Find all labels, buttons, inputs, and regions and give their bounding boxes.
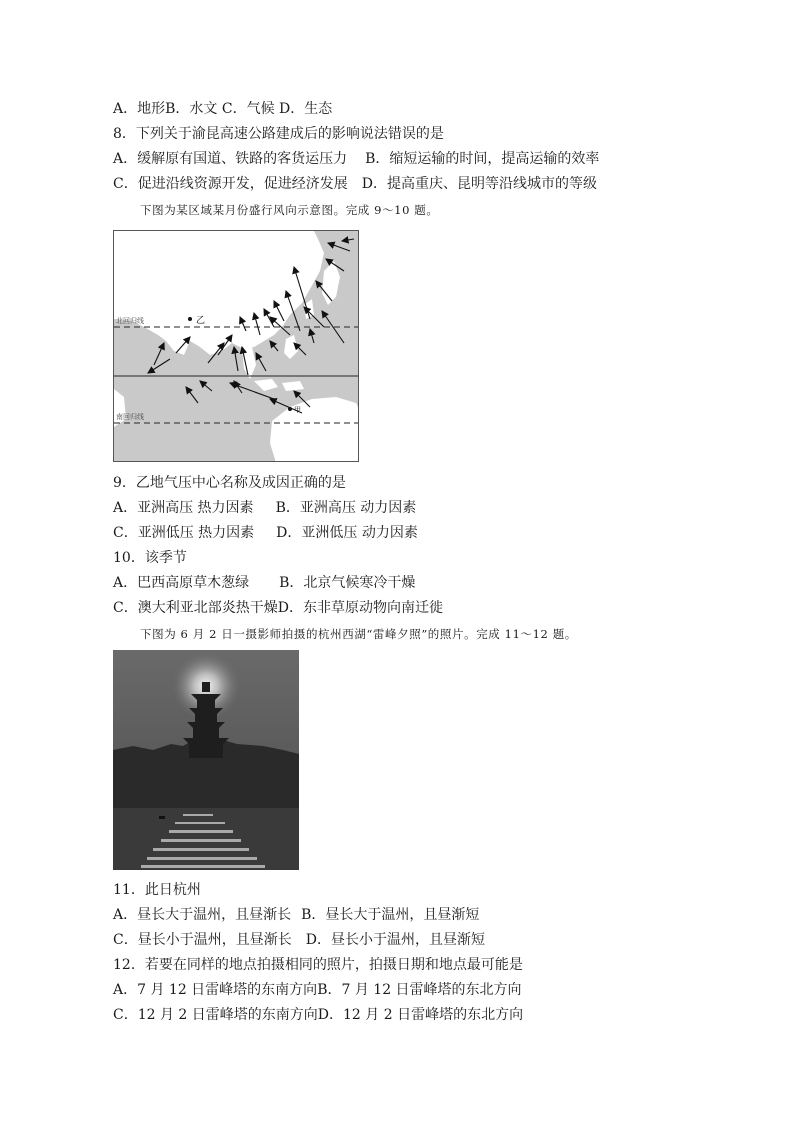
- point-jia-label: 甲: [294, 406, 301, 414]
- q9-option-c: C．亚洲低压 热力因素: [113, 525, 255, 541]
- q12-options-ab: [113, 981, 522, 999]
- q7-option-b: B．水文: [165, 101, 218, 117]
- photo-intro: 下图为 6 月 2 日一摄影师拍摄的杭州西湖“雷峰夕照”的照片。完成 11～12 题。: [140, 627, 577, 641]
- africa-landmass: [114, 389, 126, 427]
- q8-option-c: C．促进沿线资源开发，促进经济发展: [113, 176, 348, 192]
- q7-options: [113, 100, 332, 118]
- q12-option-c: C．12 月 2 日雷峰塔的东南方向: [113, 1007, 318, 1023]
- q10-options-ab: [113, 574, 415, 592]
- indonesia-island: [254, 379, 278, 391]
- q11-option-d: D．昼长小于温州，且昼渐短: [305, 932, 485, 948]
- q11-options-ab: [113, 906, 479, 924]
- indochina-peninsula: [242, 347, 256, 379]
- q8-option-a: A．缓解原有国道、铁路的客货运压力: [113, 151, 348, 167]
- wind-arrow: [310, 329, 314, 343]
- wind-arrow: [328, 243, 350, 251]
- q11-options-cd: [113, 931, 485, 949]
- q12-option-a: A．7 月 12 日雷峰塔的东南方向: [113, 982, 318, 998]
- q10-stem: 10．该季节: [113, 550, 187, 566]
- q9-option-b: B．亚洲高压 动力因素: [275, 500, 417, 516]
- wind-arrow: [256, 353, 266, 371]
- q7-option-c: C．气候: [221, 101, 275, 117]
- q12-option-b: B．7 月 12 日雷峰塔的东北方向: [317, 982, 522, 998]
- q9-options-ab: [113, 499, 416, 517]
- wind-arrow: [200, 381, 212, 391]
- point-yi: [188, 317, 192, 321]
- q12-stem: 12．若要在同样的地点拍摄相同的照片，拍摄日期和地点最可能是: [113, 957, 523, 973]
- q8-option-d: D．提高重庆、昆明等沿线城市的等级: [361, 176, 597, 192]
- q11-stem: 11．此日杭州: [113, 882, 201, 898]
- wind-map-svg: [114, 231, 359, 462]
- point-yi-label: 乙: [196, 316, 206, 326]
- wind-arrow: [234, 347, 238, 371]
- q10-option-a: A．巴西高原草木葱绿: [113, 575, 250, 591]
- q8-options-cd: [113, 175, 597, 193]
- wind-arrow: [148, 359, 170, 373]
- q12-options-cd: [113, 1006, 523, 1024]
- q11-option-a: A．昼长大于温州，且昼渐长: [113, 907, 292, 923]
- q9-stem: 9．乙地气压中心名称及成因正确的是: [113, 475, 346, 491]
- wind-arrow: [270, 341, 278, 351]
- q11-option-c: C．昼长小于温州，且昼渐长: [113, 932, 292, 948]
- q7-option-a: A．地形: [113, 101, 166, 117]
- q8-options-ab: [113, 150, 599, 168]
- q11-option-b: B．昼长大于温州，且昼渐短: [301, 907, 480, 923]
- philippines-island: [284, 335, 298, 359]
- q8-stem: 8．下列关于渝昆高速公路建成后的影响说法错误的是: [113, 126, 444, 142]
- map-intro: 下图为某区域某月份盛行风向示意图。完成 9～10 题。: [140, 203, 439, 217]
- q10-options-cd: [113, 599, 443, 617]
- q9-option-a: A．亚洲高压 热力因素: [113, 500, 254, 516]
- q10-option-b: B．北京气候寒冷干燥: [279, 575, 416, 591]
- japan-island: [322, 261, 340, 305]
- q9-option-d: D．亚洲低压 动力因素: [276, 525, 418, 541]
- photo-svg: [113, 650, 299, 870]
- q8-option-b: B．缩短运输的时间，提高运输的效率: [365, 151, 600, 167]
- australia-landmass: [270, 397, 359, 462]
- boat: [159, 816, 165, 819]
- q10-option-d: D．东非草原动物向南迁徙: [277, 600, 443, 616]
- wind-arrow: [154, 343, 164, 365]
- q12-option-d: D．12 月 2 日雷峰塔的东北方向: [317, 1007, 524, 1023]
- q9-options-cd: [113, 524, 418, 542]
- leifeng-pagoda-photo: [113, 650, 299, 870]
- q10-option-c: C．澳大利亚北部炎热干燥: [113, 600, 278, 616]
- tropic-north-label: 北回归线: [116, 317, 144, 325]
- wind-arrow: [186, 387, 198, 403]
- q7-option-d: D．生态: [279, 101, 333, 117]
- wind-direction-map: [113, 230, 359, 462]
- wind-arrow: [342, 239, 354, 241]
- indonesia-island-2: [282, 381, 304, 391]
- tropic-south-label: 南回归线: [116, 413, 144, 421]
